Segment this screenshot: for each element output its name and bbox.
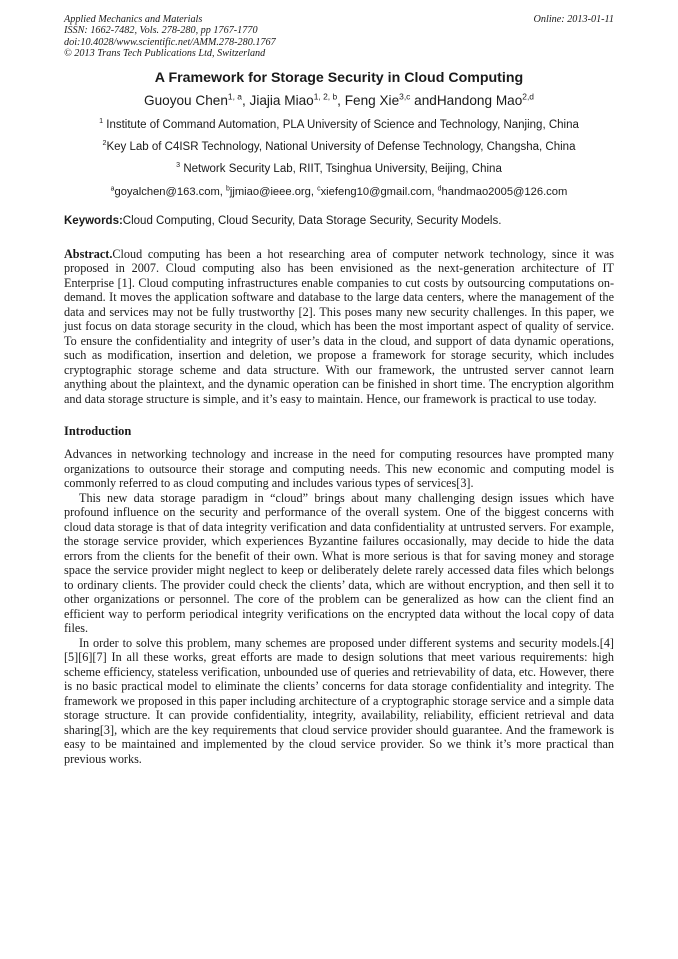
abstract [64,247,614,407]
author: Guoyou Chen$^{1, a}$, [144,91,250,108]
keywords-label: Keywords: [64,214,123,227]
author-superscript: 3,c [399,91,411,102]
publication-header [64,14,614,60]
issn-line: ISSN: 1662-7482, Vols. 278-280, pp 1767-1770 [64,25,258,37]
author: Feng Xie$^{3,c}$ and [344,91,437,108]
introduction-paragraph: Advances in networking technology and increase in the need for computing resources have prompted many organizations to outsource their storage and computing needs. This new economic and computing model is commonly referred to as cloud computing and includes various types of services[3]. [64,447,614,491]
keywords-text: Cloud Computing, Cloud Security, Data Storage Security, Security Models. [122,214,502,227]
introduction-heading: Introduction [64,424,132,439]
online-date: Online: 2013-01-11 [533,14,614,25]
author-emails: $^a$goyalchen@163.com, $^b$jjmiao@ieee.org, $^c$xiefeng10@gmail.com, $^d$handmao2005@126.com [110,184,568,198]
author-superscript: 1, a [227,91,242,102]
author: Handong Mao$^{2,d}$ [436,91,534,108]
author: Jiajia Miao$^{1, 2, b}$, [249,91,345,108]
keywords [64,214,614,228]
introduction-paragraph: This new data storage paradigm in “cloud” brings about many challenging design issues which have profound influence on the security and performance of the overall system. One of the biggest concerns with cloud data storage is that of data integrity verification and data confidentiality at untrusted servers. For example, the storage service provider, which experiences Byzantine failures occasionally, may decide to hide the data errors from the clients for the benefit of their own. What is more serious is that for saving money and storage space the service provider might neglect to keep or deliberately delete rarely accessed data files which belongs to ordinary clients. The provider could check the clients’ data, which are without encryption, and then sell it to other organizations or personnel. The core of the problem can be generalized as how can the client find an efficient way to perform periodical integrity verifications on the encrypted data without the local copy of data files. [64,490,614,636]
introduction-paragraph: In order to solve this problem, many schemes are proposed under different systems and security models.[4][5][6][7] In all these works, great efforts are made to design solutions that meet various requirements: high scheme efficiency, stateless verification, unbounded use of queries and retrievability of data, etc. However, there is no basic practical model to eliminate the clients’ concerns for data storage confidentiality and integrity. The framework we proposed in this paper including architecture of a cryptographic storage service and a simple data storage structure. It can provide confidentiality, integrity, availability, reliability, efficient retrieval and data sharing[3], which are the key requirements that cloud service provider should guarantee. And the framework is easy to be maintained and implemented by the cloud service provider. So we think it’s more practical than previous works. [64,635,614,766]
paper-page [64,14,614,766]
author-list [64,92,614,109]
paper-title: A Framework for Storage Security in Cloud Computing [154,69,524,86]
affiliation-1: $^1$ Institute of Command Automation, PLA University of Science and Technology, Nanjing, China [99,116,579,131]
author-superscript: 2,d [522,91,534,102]
affiliation-2: $^2$Key Lab of C4ISR Technology, National University of Defense Technology, Changsha, China [102,138,576,153]
copyright-line: © 2013 Trans Tech Publications Ltd, Switzerland [64,48,266,60]
doi-line: doi:10.4028/www.scientific.net/AMM.278-280.1767 [64,36,276,48]
abstract-label: Abstract. [64,246,113,261]
author-superscript: 1, 2, b [313,91,338,102]
journal-name: Applied Mechanics and Materials [64,14,203,25]
affiliation-3: $^3$ Network Security Lab, RIIT, Tsinghua University, Beijing, China [176,160,502,175]
abstract-text: Cloud computing has been a hot researching area of computer network technology, since it was proposed in 2007. Cloud computing also has been envisioned as the next-generation architecture of IT Enterprise [1]. Cloud computing infrastructures enable companies to cut costs by outsourcing computations on-demand. It moves the application software and database to the large data centers, where the management of the data and services may not be fully trustworthy [2]. This poses many new security challenges. In this paper, we just focus on data storage security in the cloud, which has been the most important aspect of quality of service. To ensure the confidentiality and integrity of user’s data in the cloud, and support of data dynamic operations, such as modification, insertion and deletion, we propose a framework for storage security, which includes cryptographic storage scheme and data structure. With our framework, the untrusted server cannot learn anything about the plaintext, and the dynamic operation can be finished in short time. The encryption algorithm and data storage structure is simple, and it’s easy to maintain. Hence, our framework is practical to use today. [64,246,614,406]
